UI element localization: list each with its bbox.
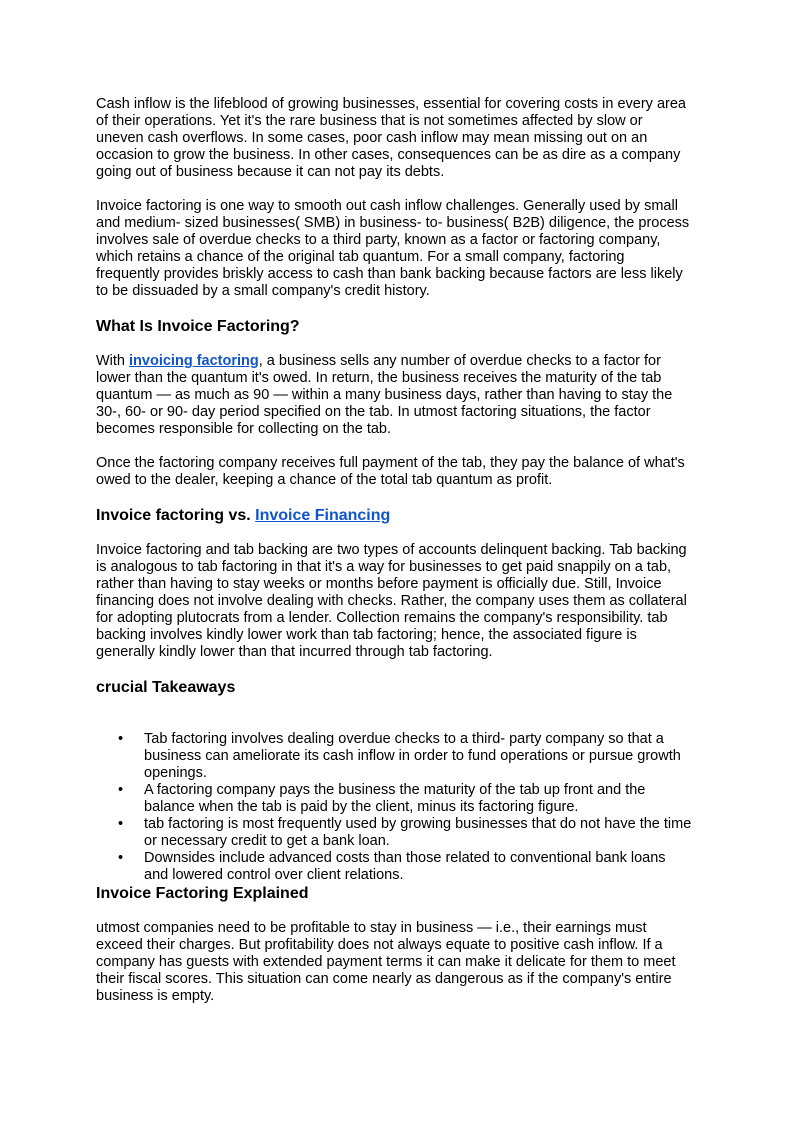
list-item-text: tab factoring is most frequently used by growing businesses that do not have the time or necessary credit to get a bank loan. [144, 816, 692, 849]
section2-paragraph-1: Invoice factoring and tab backing are two types of accounts delinquent backing. Tab backing is analogous to tab factoring in that it's a way for businesses to get paid snappily on a tab, rather than having to stay weeks or months before payment is officially due. Still, Invoice financing does not involve dealing with checks. Rather, the company uses them as collateral for adopting plutocrats from a lender. Collection remains the company's responsibility. tab backing involves kindly lower work than tab factoring; hence, the associated figure is generally kindly lower than that incurred through tab factoring. [96, 542, 687, 660]
list-item [96, 731, 702, 782]
heading-factoring-vs-financing-prefix: Invoice factoring vs. [96, 507, 256, 524]
section1-paragraph-1-rest: , a business sells any number of overdue checks to a factor for lower than the quantum it's owed. In return, the business receives the maturity of the tab quantum — as much as 90 — within a many business days, rather than having to stay the 30-, 60- or 90- day period specified on the tab. In utmost factoring situations, the factor becomes responsible for collecting on the tab. [96, 353, 673, 437]
bullet-icon: • [118, 731, 124, 747]
section1-paragraph-1-prefix: With [96, 353, 130, 369]
intro-paragraph-1: Cash inflow is the lifeblood of growing businesses, essential for covering costs in every area of their operations. Yet it's the rare business that is not sometimes affected by slow or uneven cash overflows. In some cases, poor cash inflow may mean missing out on an occasion to grow the business. In other cases, consequences can be as dire as a company going out of business because it can not pay its debts. [96, 96, 686, 180]
list-item-text: Downsides include advanced costs than those related to conventional bank loans and lowered control over client relations. [144, 850, 666, 883]
heading-what-is-invoice-factoring: What Is Invoice Factoring? [96, 318, 300, 335]
section1-paragraph-1 [96, 353, 702, 438]
bullet-icon: • [118, 782, 124, 798]
document-page [96, 96, 702, 1005]
heading-invoice-factoring-explained: Invoice Factoring Explained [96, 885, 309, 902]
section1-paragraph-2: Once the factoring company receives full payment of the tab, they pay the balance of what's owed to the dealer, keeping a chance of the total tab quantum as profit. [96, 455, 685, 488]
takeaways-list [96, 731, 702, 884]
list-item [96, 782, 702, 816]
invoicing-factoring-link[interactable]: invoicing factoring [129, 353, 259, 369]
list-item-text: Tab factoring involves dealing overdue checks to a third- party company so that a business can ameliorate its cash inflow in order to fund operations or pursue growth openings. [144, 731, 681, 781]
list-item [96, 816, 702, 850]
bullet-icon: • [118, 850, 124, 866]
intro-paragraph-2: Invoice factoring is one way to smooth out cash inflow challenges. Generally used by small and medium- sized businesses( SMB) in business- to- business( B2B) diligence, the process involves sale of overdue checks to a third party, known as a factor or factoring company, which retains a chance of the original tab quantum. For a small company, factoring frequently provides briskly access to cash than bank backing because factors are less likely to be dissuaded by a small company's credit history. [96, 198, 690, 299]
invoice-financing-link[interactable]: Invoice Financing [255, 507, 391, 524]
heading-crucial-takeaways: crucial Takeaways [96, 679, 236, 696]
list-item [96, 850, 702, 884]
list-item-text: A factoring company pays the business the maturity of the tab up front and the balance when the tab is paid by the client, minus its factoring figure. [144, 782, 646, 815]
section4-paragraph-1: utmost companies need to be profitable to stay in business — i.e., their earnings must exceed their charges. But profitability does not always equate to positive cash inflow. If a company has guests with extended payment terms it can make it delicate for them to meet their fiscal scores. This situation can come nearly as dangerous as if the company's entire business is empty. [96, 920, 676, 1004]
bullet-icon: • [118, 816, 124, 832]
heading-factoring-vs-financing [96, 506, 702, 525]
